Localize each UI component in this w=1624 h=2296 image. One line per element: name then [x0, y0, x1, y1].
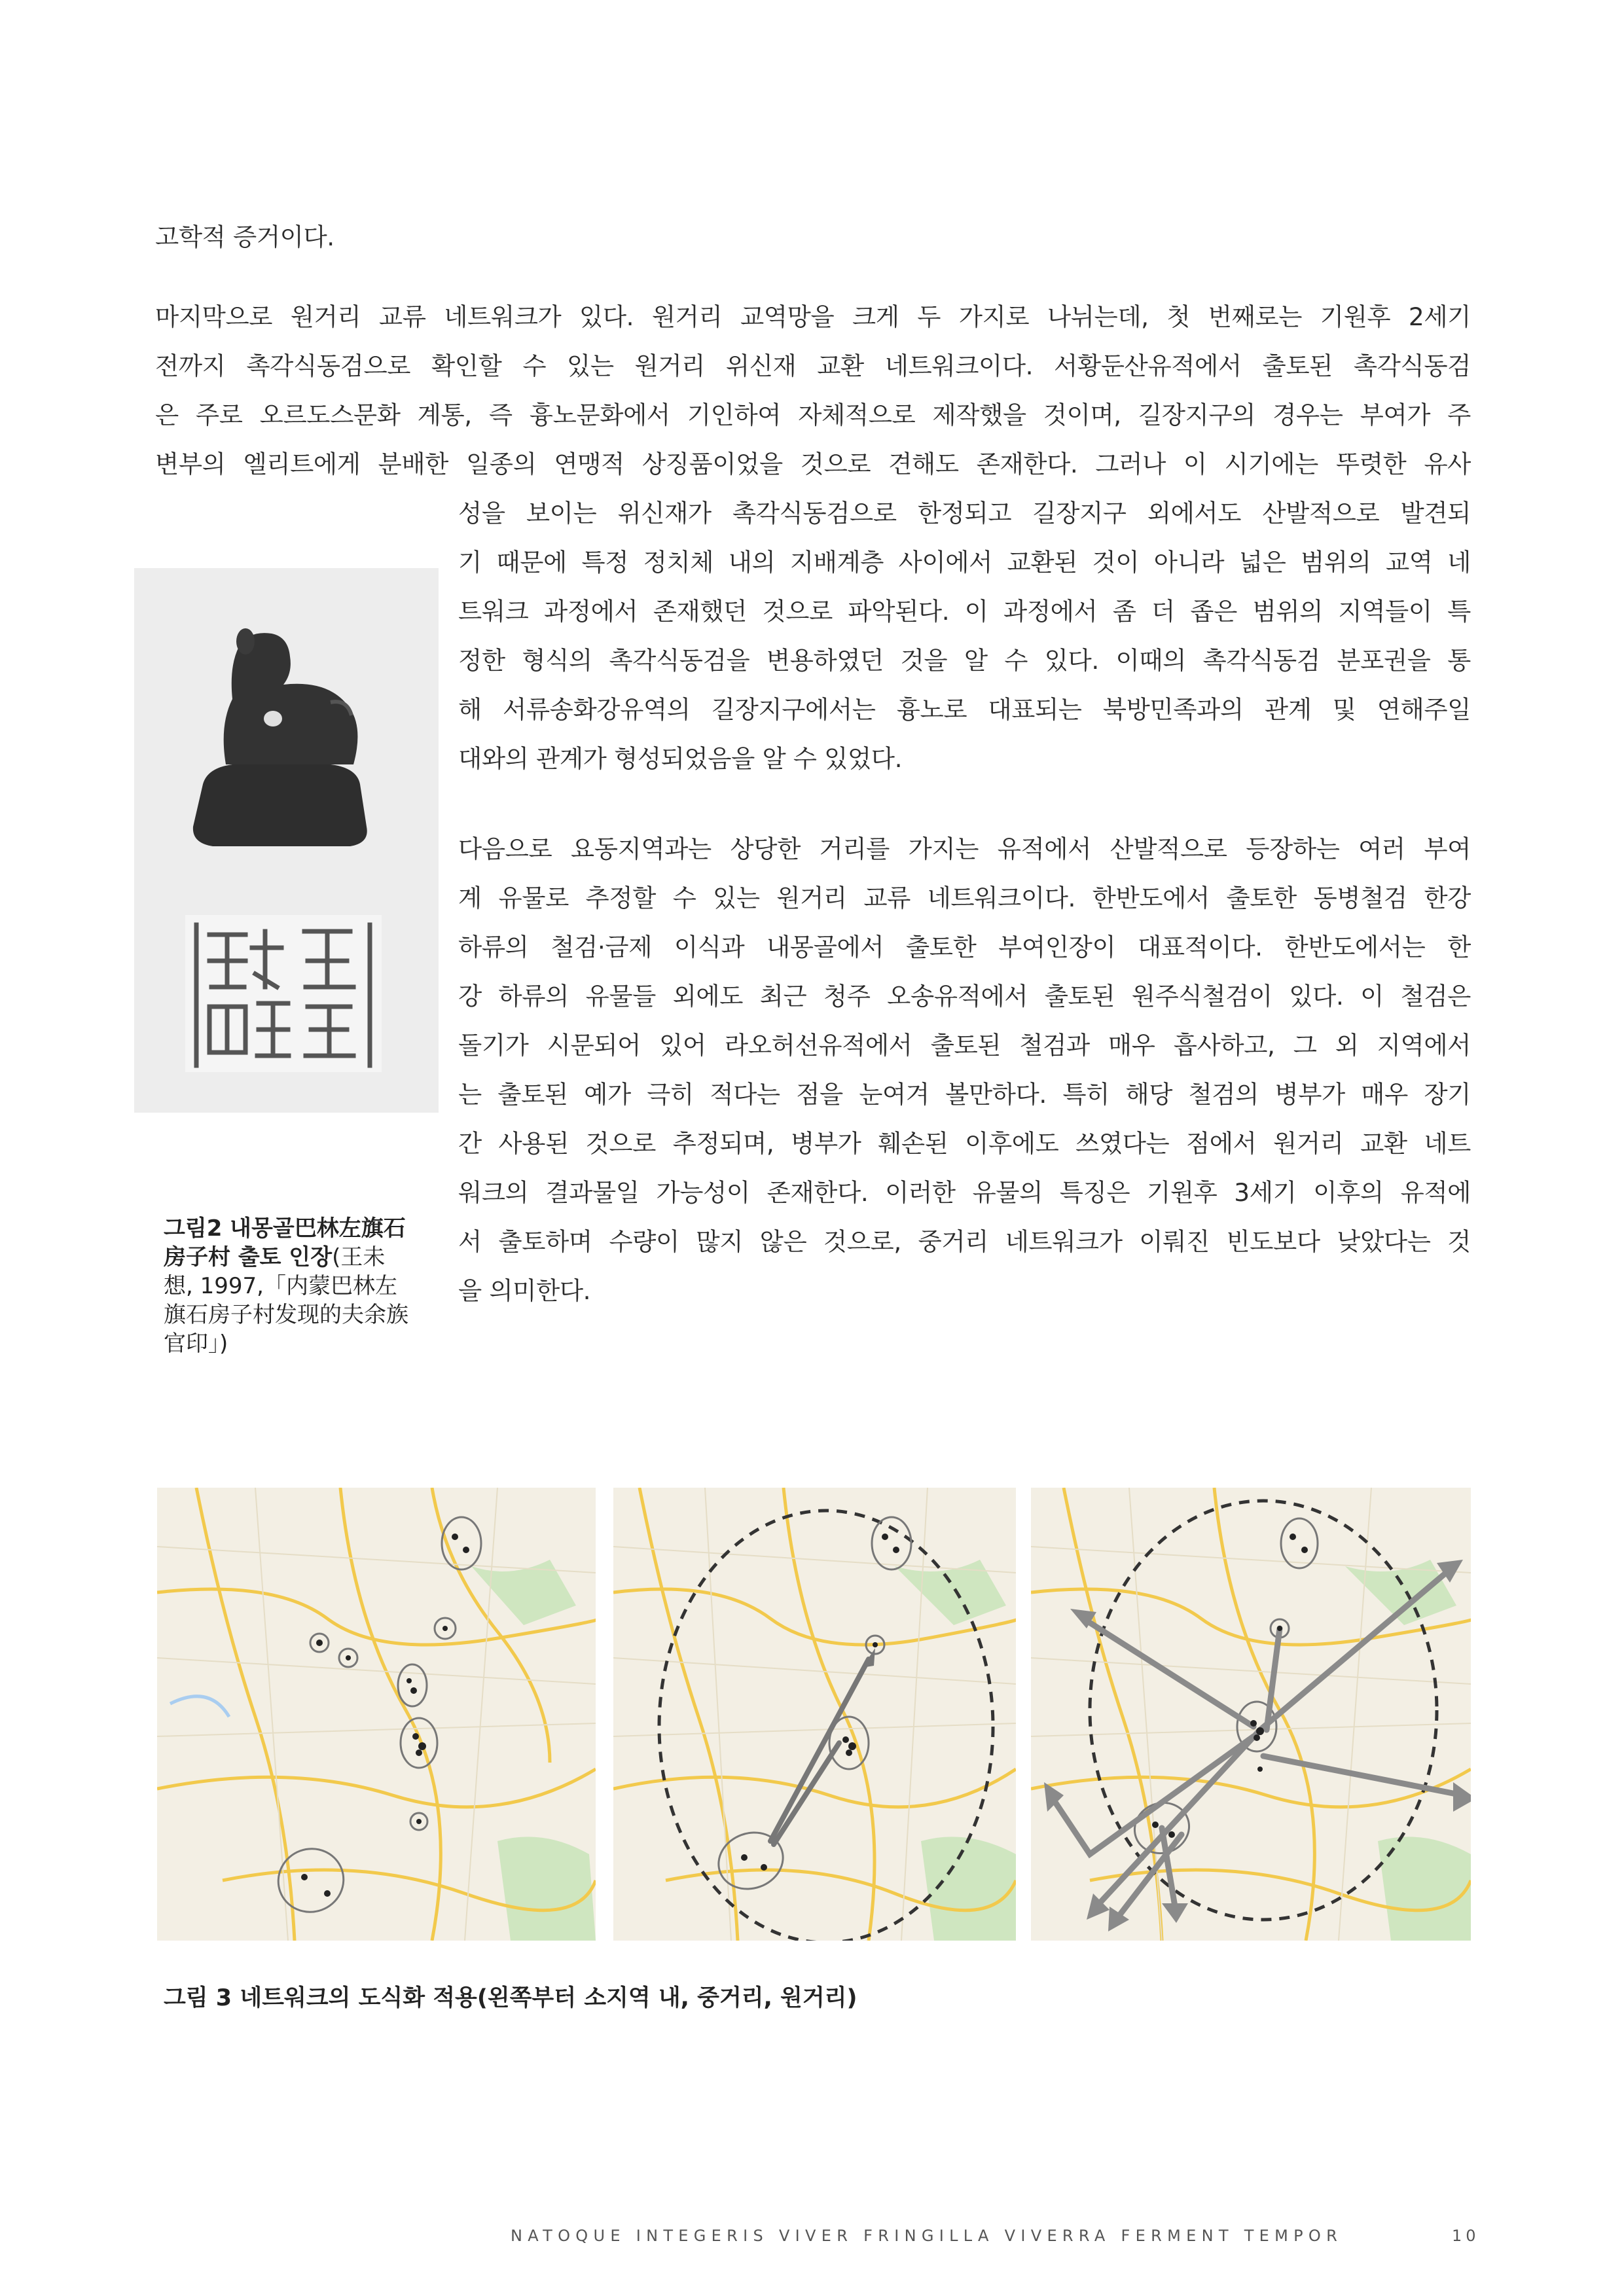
text-line: 정한 형식의 촉각식동검을 변용하였던 것을 알 수 있다. 이때의 촉각식동검 분포권을 통	[458, 646, 1471, 675]
map-medium-svg	[613, 1488, 1016, 1941]
text-line: 마지막으로 원거리 교류 네트워크가 있다. 원거리 교역망을 크게 두 가지로 나뉘는데, 첫 번째로는 기원후 2세기	[155, 302, 1471, 331]
text-line: 대와의 관계가 형성되었음을 알 수 있었다.	[458, 744, 903, 773]
paragraph-long-distance-network-cont	[458, 489, 1471, 783]
seal-illustration	[134, 568, 439, 1113]
paragraph-intro	[155, 213, 1471, 262]
text-line: 는 출토된 예가 극히 적다는 점을 눈여겨 볼만하다. 특히 해당 철검의 병부가 매우 장기	[458, 1080, 1471, 1109]
text-line: 트워크 과정에서 존재했던 것으로 파악된다. 이 과정에서 좀 더 좁은 범위의 지역들이 특	[458, 597, 1471, 626]
text-line: 해 서류송화강유역의 길장지구에서는 흉노로 대표되는 북방민족과의 관계 및 연해주일	[458, 695, 1471, 724]
running-title: NATOQUE INTEGERIS VIVER FRINGILLA VIVERRA FERMENT TEMPOR	[511, 2227, 1343, 2245]
text-line: 전까지 촉각식동검으로 확인할 수 있는 원거리 위신재 교환 네트워크이다. 서황둔산유적에서 출토된 촉각식동검	[155, 351, 1471, 380]
text-line: 워크의 결과물일 가능성이 존재한다. 이러한 유물의 특징은 기원후 3세기 이후의 유적에	[458, 1178, 1471, 1207]
map-local-svg	[157, 1488, 596, 1941]
map-local-network	[157, 1488, 596, 1941]
map-long-svg	[1031, 1488, 1471, 1941]
figure3-caption: 그림 3 네트워크의 도식화 적용(왼쪽부터 소지역 내, 중거리, 원거리)	[164, 1985, 857, 2011]
page-number: 10	[1452, 2227, 1480, 2245]
text-line: 강 하류의 유물들 외에도 최근 청주 오송유적에서 출토된 원주식철검이 있다. 이 철검은	[458, 982, 1471, 1011]
text-line: 서 출토하며 수량이 많지 않은 것으로, 중거리 네트워크가 이뤄진 빈도보다 낮았다는 것	[458, 1227, 1471, 1256]
text-line: 성을 보이는 위신재가 촉각식동검으로 한정되고 길장지구 외에서도 산발적으로 발견되	[458, 499, 1471, 528]
text-line: 계 유물로 추정할 수 있는 원거리 교류 네트워크이다. 한반도에서 출토한 동병철검 한강	[458, 884, 1471, 912]
text-line: 간 사용된 것으로 추정되며, 병부가 훼손된 이후에도 쓰였다는 점에서 원거리 교환 네트	[458, 1129, 1471, 1158]
paragraph-long-distance-network	[155, 293, 1471, 489]
text-line: 을 의미한다.	[458, 1276, 591, 1305]
text-line: 고학적 증거이다.	[155, 223, 334, 251]
map-long-distance-network	[1031, 1488, 1471, 1941]
paragraph-buyeo-artifacts	[458, 825, 1471, 1316]
text-line: 변부의 엘리트에게 분배한 일종의 연맹적 상징품이었을 것으로 견해도 존재한다. 그러나 이 시기에는 뚜렷한 유사	[155, 450, 1471, 478]
text-line: 하류의 철검·금제 이식과 내몽골에서 출토한 부여인장이 대표적이다. 한반도에서는 한	[458, 933, 1471, 961]
text-line: 은 주로 오르도스문화 계통, 즉 흉노문화에서 기인하여 자체적으로 제작했을 것이며, 길장지구의 경우는 부여가 주	[155, 401, 1471, 429]
text-line: 돌기가 시문되어 있어 라오허선유적에서 출토된 철검과 매우 흡사하고, 그 외 지역에서	[458, 1031, 1471, 1060]
seal-photo	[134, 568, 439, 1113]
map-medium-distance-network	[613, 1488, 1016, 1941]
figure2-caption	[164, 1214, 412, 1358]
figure2-caption-source: (王未想, 1997,「内蒙巴林左旗石房子村发现的夫余族官印」)	[164, 1244, 408, 1357]
text-line: 기 때문에 특정 정치체 내의 지배계층 사이에서 교환된 것이 아니라 넓은 범위의 교역 네	[458, 548, 1471, 577]
text-line: 다음으로 요동지역과는 상당한 거리를 가지는 유적에서 산발적으로 등장하는 여러 부여	[458, 834, 1471, 863]
figure2-caption-title: 그림2 내몽골巴林左旗石房子村 출토 인장	[164, 1215, 406, 1270]
